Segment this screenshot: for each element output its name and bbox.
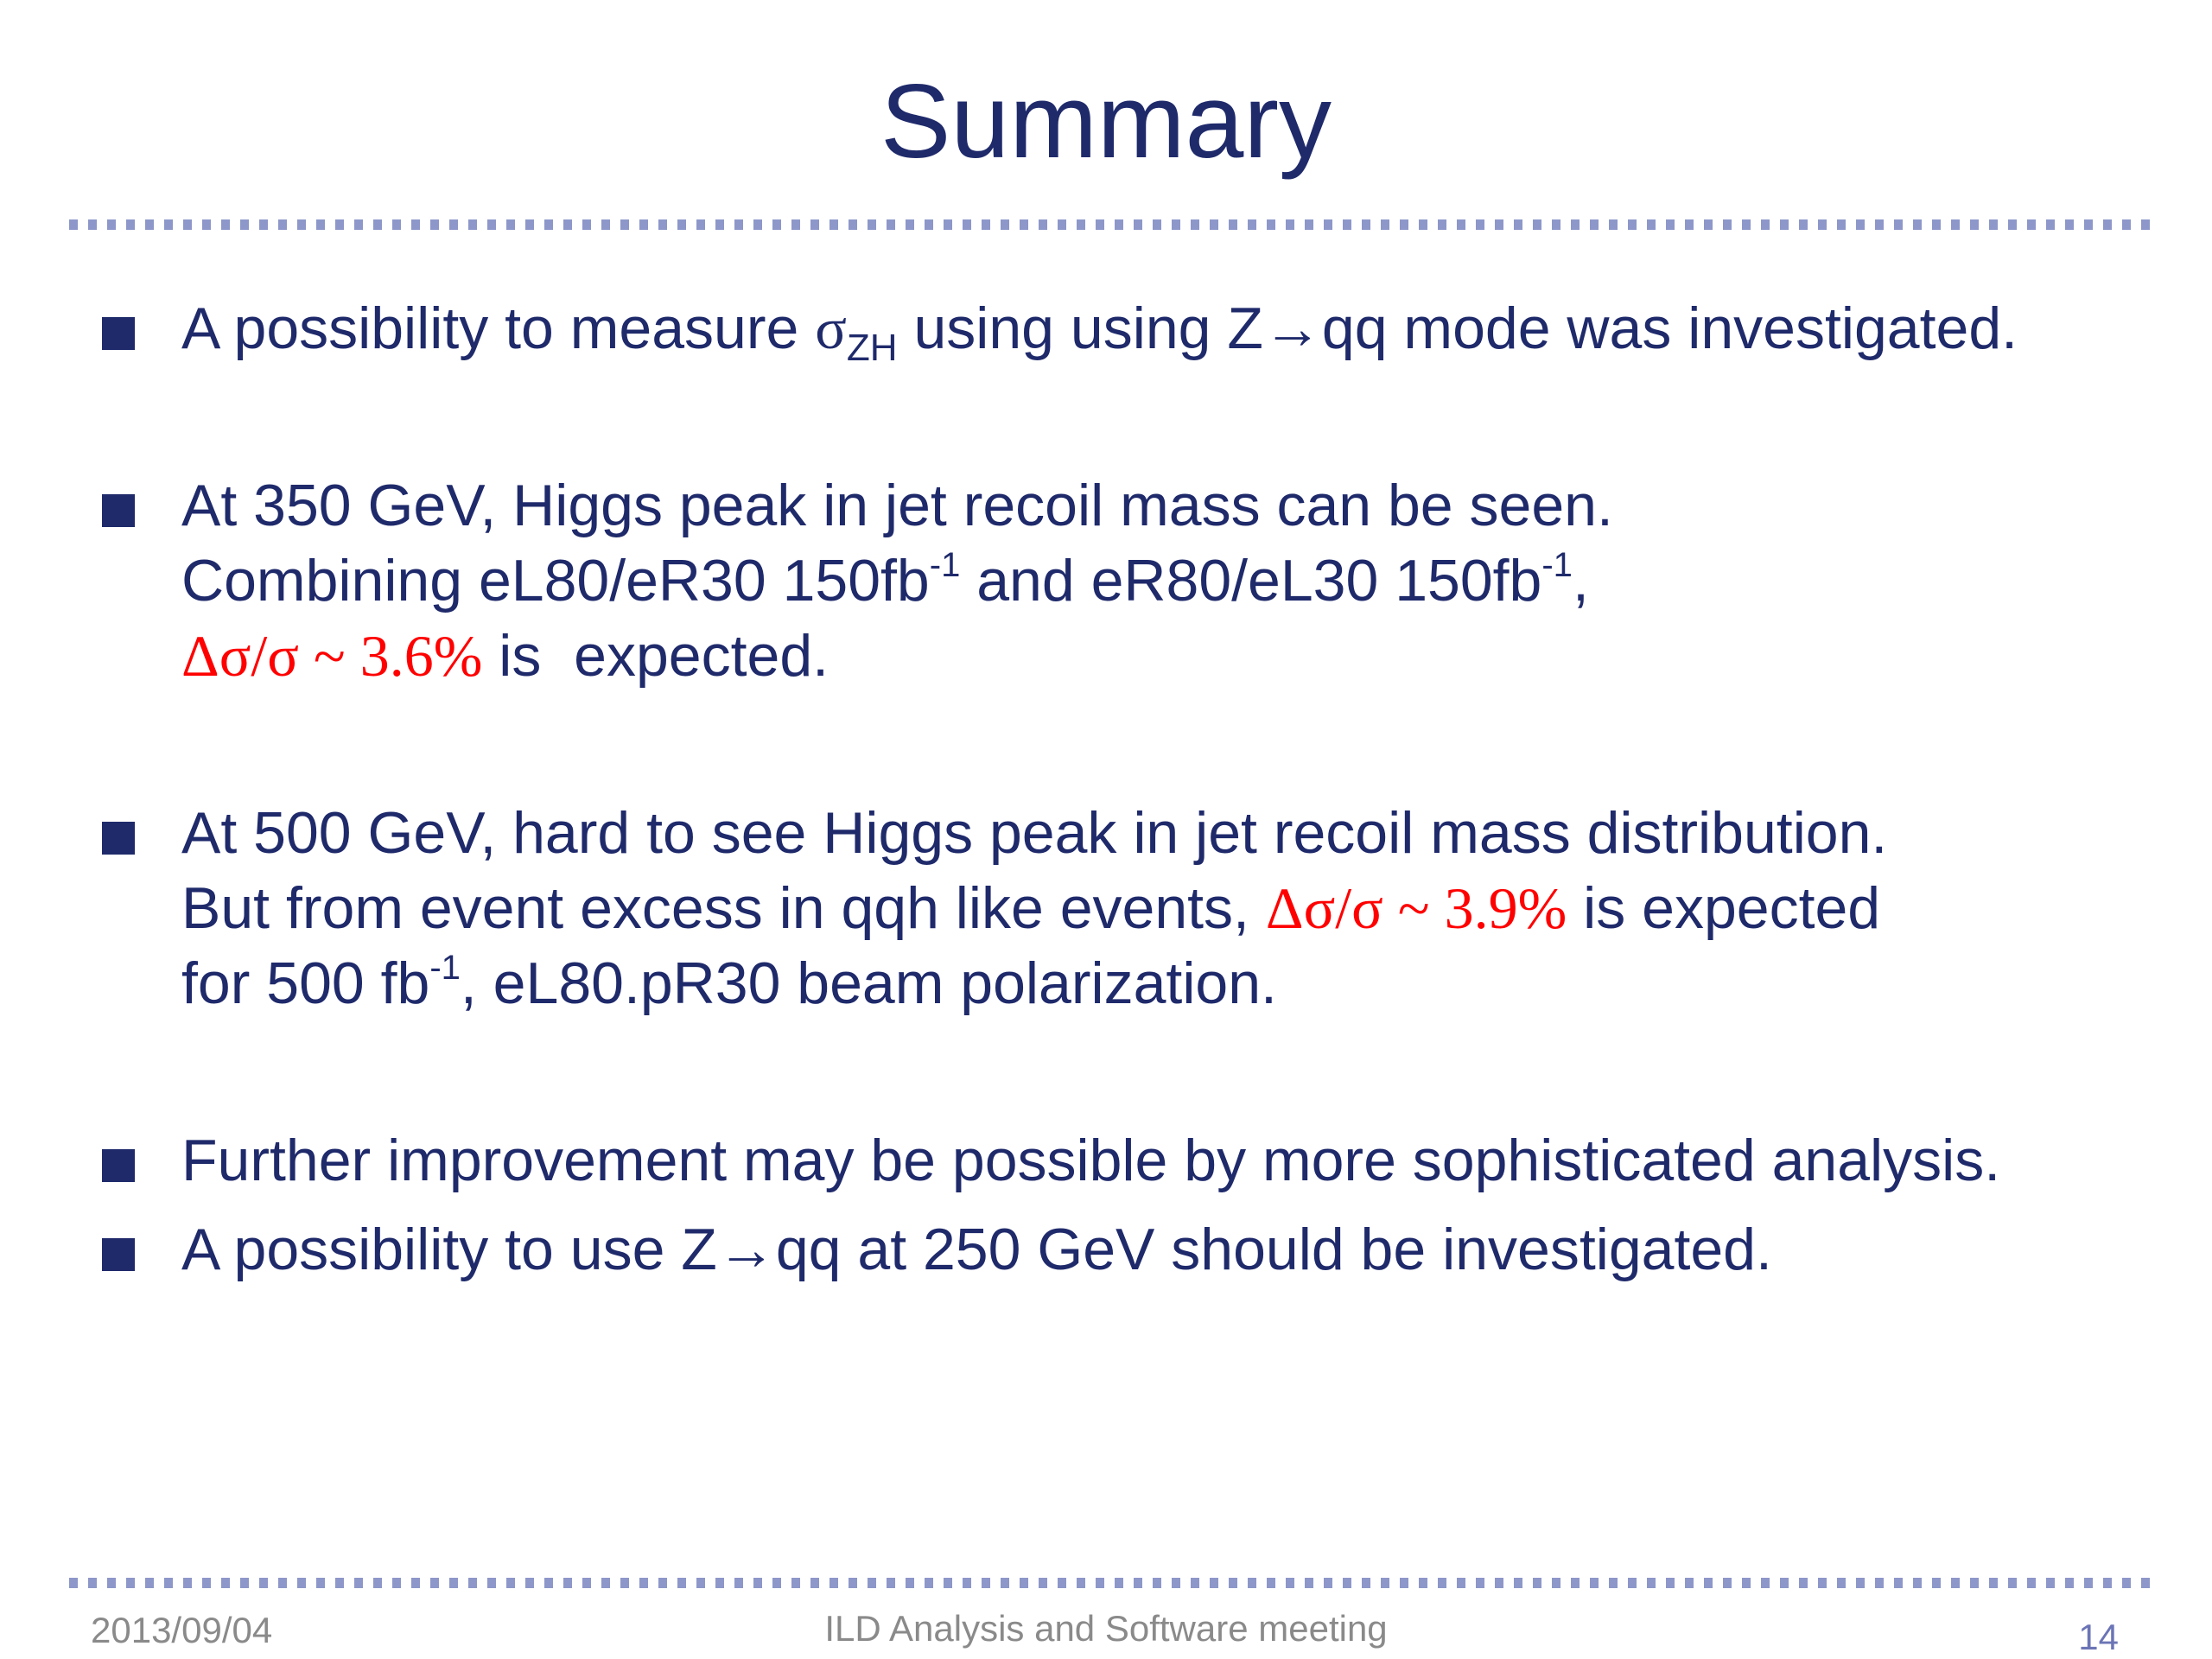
bullet-3-line-3 xyxy=(181,946,2158,1021)
sigma-symbol: σ xyxy=(815,296,847,361)
bullet-3-line-2-b: is expected xyxy=(1567,875,1881,941)
bullet-text-1 xyxy=(181,291,2158,369)
arrow-icon: → xyxy=(716,1217,776,1282)
bullet-5-post: qq at 250 GeV should be investigated. xyxy=(775,1217,1772,1282)
bullet-2-line-1: At 350 GeV, Higgs peak in jet recoil mass can be seen. xyxy=(181,473,1613,538)
bullet-3-line-3-b: , eL80.pR30 beam polarization. xyxy=(460,950,1277,1016)
sigma-subscript: ZH xyxy=(846,327,898,369)
bullet-text-5 xyxy=(181,1212,2158,1287)
superscript-2: -1 xyxy=(1541,546,1573,584)
bullet-1-post2: qq mode was investigated. xyxy=(1321,296,2018,361)
square-bullet-icon xyxy=(102,494,135,527)
bullet-4-line-1: Further improvement may be possible by more sophisticated analysis. xyxy=(181,1128,2001,1193)
superscript-3: -1 xyxy=(429,949,461,987)
square-bullet-icon xyxy=(102,1149,135,1182)
slide-title: Summary xyxy=(880,62,1332,180)
precision-highlight-500: Δσ/σ ~ 3.9% xyxy=(1265,875,1567,941)
bullet-text-3 xyxy=(181,796,2158,1021)
square-bullet-icon xyxy=(102,317,135,350)
precision-highlight-350: Δσ/σ ~ 3.6% xyxy=(181,623,483,689)
footer-meeting-title: ILD Analysis and Software meeting xyxy=(824,1608,1388,1649)
bullet-2-line-2-a: Combining eL80/eR30 150fb xyxy=(181,548,930,613)
bullet-1-post1: using using Z xyxy=(897,296,1263,361)
bullet-2-line-3-rest: is expected. xyxy=(482,623,830,689)
square-bullet-icon xyxy=(102,1238,135,1271)
bullet-1-pre: A possibility to measure xyxy=(181,296,816,361)
arrow-icon: → xyxy=(1262,296,1322,361)
top-dotted-divider xyxy=(69,219,2156,230)
bullet-2-line-2-c: , xyxy=(1572,548,1589,613)
bullet-2-line-3 xyxy=(181,619,2158,694)
bullet-text-2 xyxy=(181,468,2158,694)
bullet-2-line-2-b: and eR80/eL30 150fb xyxy=(960,548,1542,613)
bullet-3-line-2-a: But from event excess in qqh like events, xyxy=(181,875,1266,941)
page-number: 14 xyxy=(2078,1617,2119,1657)
bullet-3-line-2 xyxy=(181,871,2158,946)
bottom-dotted-divider xyxy=(69,1578,2156,1588)
footer-date: 2013/09/04 xyxy=(91,1610,273,1650)
bullet-3-line-3-a: for 500 fb xyxy=(181,950,430,1016)
bullet-2-line-2 xyxy=(181,543,2158,619)
square-bullet-icon xyxy=(102,822,135,855)
bullet-3-line-1: At 500 GeV, hard to see Higgs peak in jet recoil mass distribution. xyxy=(181,800,1888,866)
superscript-1: -1 xyxy=(929,546,961,584)
bullet-5-pre: A possibility to use Z xyxy=(181,1217,717,1282)
bullet-text-4 xyxy=(181,1123,2158,1198)
